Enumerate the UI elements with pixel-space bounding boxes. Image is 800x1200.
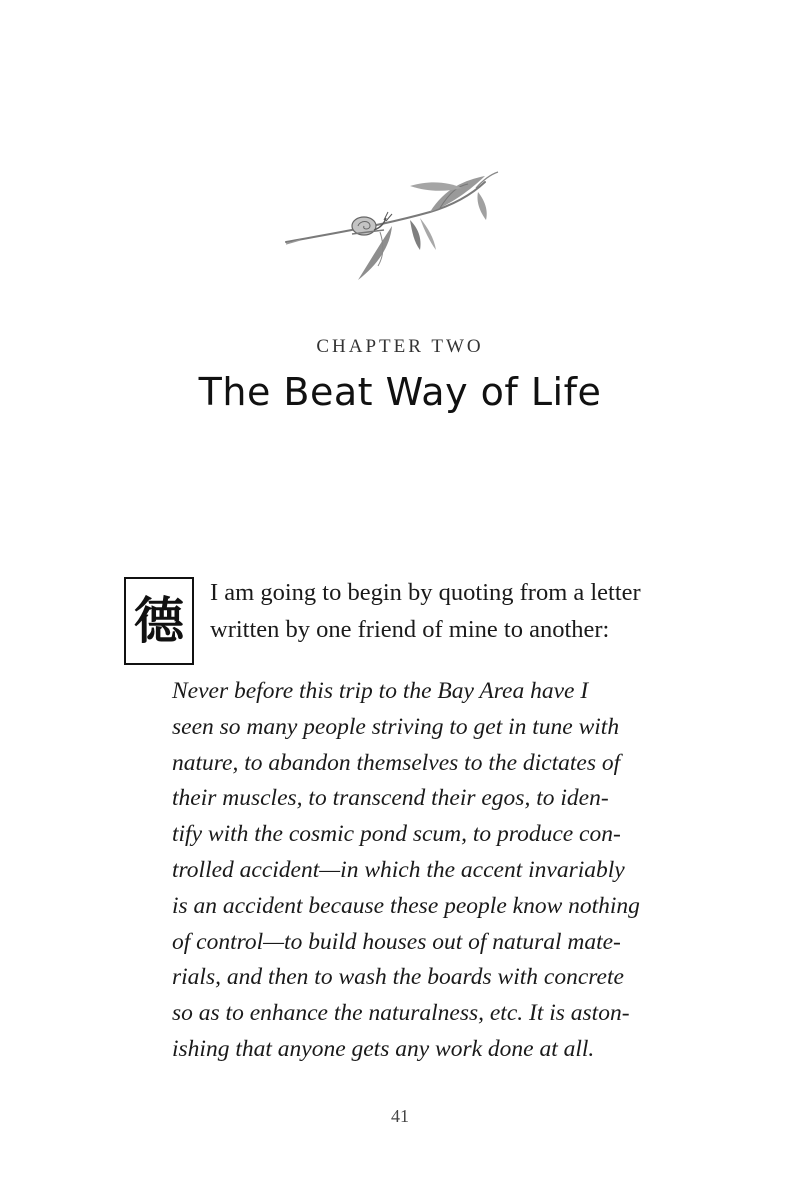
quote-line: ishing that anyone gets any work done at all. xyxy=(172,1035,595,1062)
intro-line: written by one friend of mine to another: xyxy=(210,616,610,643)
block-quote xyxy=(172,674,712,1068)
quote-line: is an accident because these people know nothing xyxy=(172,892,640,919)
quote-line: seen so many people striving to get in tune with xyxy=(172,713,620,740)
dropcap-seal xyxy=(124,577,194,665)
page-number: 41 xyxy=(391,1106,409,1126)
quote-line: of control—to build houses out of natural mate- xyxy=(172,928,621,955)
quote-line: trolled accident—in which the accent invariably xyxy=(172,856,625,883)
intro-line: I am going to begin by quoting from a letter xyxy=(210,579,641,606)
bamboo-snail-ornament xyxy=(280,168,510,286)
quote-line: their muscles, to transcend their egos, to iden- xyxy=(172,785,609,812)
quote-line: tify with the cosmic pond scum, to produce con- xyxy=(172,821,621,848)
quote-line: so as to enhance the naturalness, etc. It is aston- xyxy=(172,1000,630,1027)
intro-paragraph xyxy=(210,574,710,648)
quote-line: Never before this trip to the Bay Area have I xyxy=(172,678,589,704)
quote-line: rials, and then to wash the boards with concrete xyxy=(172,964,624,991)
dropcap-character: 德 xyxy=(134,592,184,650)
chapter-title: The Beat Way of Life xyxy=(198,370,602,414)
quote-line: nature, to abandon themselves to the dictates of xyxy=(172,749,621,776)
chapter-label: CHAPTER TWO xyxy=(316,336,484,357)
